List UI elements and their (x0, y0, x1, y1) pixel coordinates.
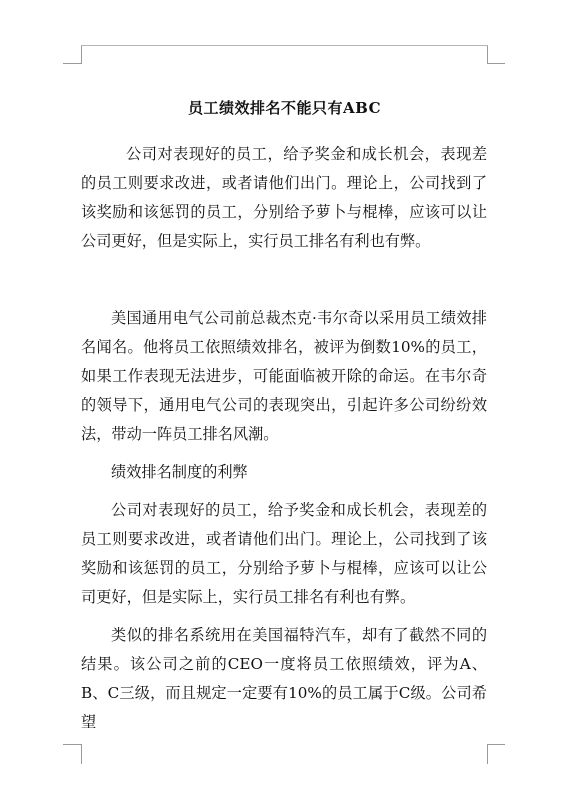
crop-mark-bottom-right-vertical (487, 744, 488, 764)
document-title: 员工绩效排名不能只有ABC (187, 99, 382, 117)
document-body (81, 140, 487, 737)
paragraph-1: 公司对表现好的员工，给予奖金和成长机会，表现差的员工则要求改进，或者请他们出门。理论上，公司找到了该奖励和该惩罚的员工，分别给予萝卜与棍棒，应该可以让公司更好，但是实际上，实行员工排名有利也有弊。 (81, 145, 487, 250)
crop-mark-bottom-left-vertical (81, 744, 82, 764)
crop-mark-top-right-horizontal (487, 63, 505, 64)
paragraph-4: 类似的排名系统用在美国福特汽车，却有了截然不同的结果。该公司之前的CEO一度将员工依照绩效，评为A、B、C三级，而且规定一定要有10%的员工属于C级。公司希望 (81, 626, 487, 731)
section-heading: 绩效排名制度的利弊 (111, 463, 248, 481)
paragraph-3: 公司对表现好的员工，给予奖金和成长机会，表现差的员工则要求改进，或者请他们出门。理论上，公司找到了该奖励和该惩罚的员工，分别给予萝卜与棍棒，应该可以让公司更好，但是实际上，实行员工排名有利也有弊。 (81, 501, 487, 606)
crop-mark-top-left-horizontal (63, 63, 81, 64)
crop-mark-bottom-right-horizontal (487, 744, 505, 745)
paragraph-2: 美国通用电气公司前总裁杰克·韦尔奇以采用员工绩效排名闻名。他将员工依照绩效排名，被评为倒数10%的员工，如果工作表现无法进步，可能面临被开除的命运。在韦尔奇的领导下，通用电气公司的表现突出，引起许多公司纷纷效法，带动一阵员工排名风潮。 (81, 309, 487, 443)
crop-mark-top-right-vertical (487, 45, 488, 64)
top-margin-line (81, 45, 488, 46)
crop-mark-bottom-left-horizontal (63, 744, 81, 745)
crop-mark-top-left-vertical (81, 45, 82, 64)
